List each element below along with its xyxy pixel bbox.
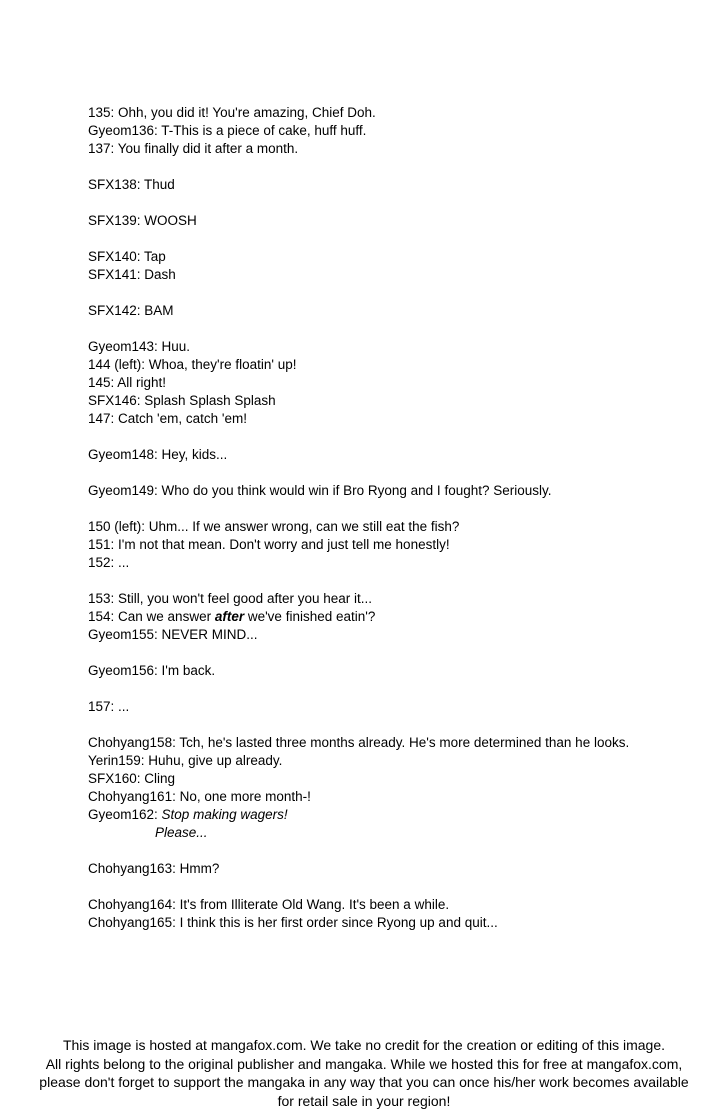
script-line-149: Gyeom149: Who do you think would win if Bro Ryong and I fought? Seriously. [88,483,552,498]
script-line-155: Gyeom155: NEVER MIND... [88,627,258,642]
script-line-135: 135: Ohh, you did it! You're amazing, Chief Doh. [88,105,376,120]
script-line-144: 144 (left): Whoa, they're floatin' up! [88,357,297,372]
blank-line [88,230,708,248]
script-line-146: SFX146: Splash Splash Splash [88,393,276,408]
blank-line [88,158,708,176]
script-line-161: Chohyang161: No, one more month-! [88,789,311,804]
script-line-140: SFX140: Tap [88,249,166,264]
script-line-150: 150 (left): Uhm... If we answer wrong, can we still eat the fish? [88,519,460,534]
hosting-disclaimer [0,1036,728,1110]
script-line-145: 145: All right! [88,375,167,390]
disclaimer-line-2: All rights belong to the original publisher and mangaka. While we hosted this for free at mangafox.com, [45,1055,683,1072]
blank-line [88,572,708,590]
blank-line [88,842,708,860]
script-line-162-continuation: Please... [155,825,208,840]
script-line-154-emphasis: after [214,609,245,624]
script-line-137: 137: You finally did it after a month. [88,141,299,156]
script-line-156: Gyeom156: I'm back. [88,663,216,678]
script-line-141: SFX141: Dash [88,267,176,282]
blank-line [88,644,708,662]
script-line-151: 151: I'm not that mean. Don't worry and just tell me honestly! [88,537,450,552]
script-line-154-end: we've finished eatin'? [244,609,376,624]
script-line-158: Chohyang158: Tch, he's lasted three months already. He's more determined than he looks. [88,735,630,750]
script-line-154 [88,608,708,626]
script-line-152: 152: ... [88,555,130,570]
script-line-153: 153: Still, you won't feel good after you hear it... [88,591,372,606]
script-line-154-start: 154: Can we answer [88,609,215,624]
blank-line [88,194,708,212]
blank-line [88,284,708,302]
script-line-157: 157: ... [88,699,130,714]
script-line-136: Gyeom136: T-This is a piece of cake, huff huff. [88,123,367,138]
script-line-159: Yerin159: Huhu, give up already. [88,753,283,768]
script-line-148: Gyeom148: Hey, kids... [88,447,228,462]
script-line-164: Chohyang164: It's from Illiterate Old Wang. It's been a while. [88,897,450,912]
script-line-139: SFX139: WOOSH [88,213,197,228]
blank-line [88,500,708,518]
script-line-142: SFX142: BAM [88,303,174,318]
script-line-143: Gyeom143: Huu. [88,339,191,354]
script-line-165: Chohyang165: I think this is her first order since Ryong up and quit... [88,915,498,930]
script-line-147: 147: Catch 'em, catch 'em! [88,411,247,426]
script-line-163: Chohyang163: Hmm? [88,861,220,876]
disclaimer-line-4: for retail sale in your region! [277,1092,451,1109]
blank-line [88,680,708,698]
translation-script [88,104,708,932]
blank-line [88,716,708,734]
blank-line [88,428,708,446]
script-line-138: SFX138: Thud [88,177,175,192]
disclaimer-line-1: This image is hosted at mangafox.com. We take no credit for the creation or editing of this image. [62,1037,666,1053]
blank-line [88,320,708,338]
script-line-160: SFX160: Cling [88,771,176,786]
blank-line [88,464,708,482]
script-line-162-speaker: Gyeom162: [88,807,162,822]
blank-line [88,878,708,896]
script-line-162 [88,806,708,824]
disclaimer-line-3: please don't forget to support the mangaka in any way that you can once his/her work becomes available [39,1074,689,1090]
script-line-162-italic: Stop making wagers! [161,807,288,822]
